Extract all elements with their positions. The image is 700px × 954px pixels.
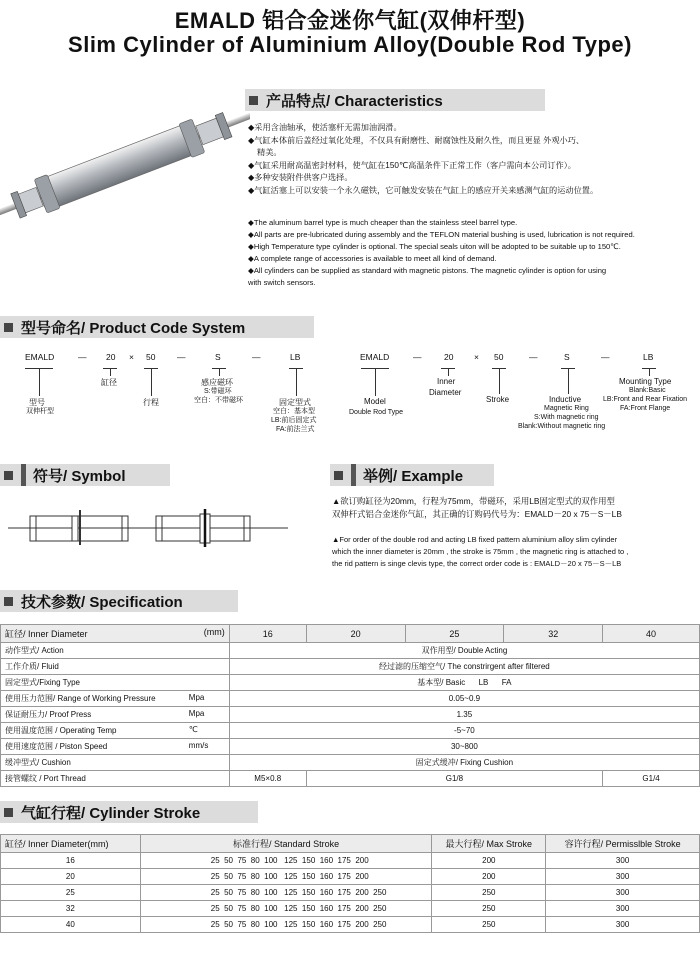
section-marker-icon (4, 471, 13, 480)
table-row: 32 25 50 75 80 100 125 150 160 175 200 250 250 300 (1, 901, 700, 917)
specification-table (0, 624, 700, 787)
section-marker-icon (4, 808, 13, 817)
section-marker-icon (4, 323, 13, 332)
section-marker-icon (249, 96, 258, 105)
stroke-heading: 气缸行程/ Cylinder Stroke (0, 801, 258, 823)
cylinder-symbol-icon (0, 505, 300, 555)
table-row: 动作型式/ Action 双作用型/ Double Acting (1, 643, 700, 659)
example-cn: ▲欲订购缸径为20mm，行程为75mm，带磁环，采用LB固定型式的双作用型 双伸杆式铝合金迷你气缸，其正确的订购码代号为：EMALD－20 x 75－S－LB (332, 496, 622, 519)
specification-heading: 技术参数/ Specification (0, 590, 238, 612)
cylinder-image (0, 90, 250, 240)
table-row: 40 25 50 75 80 100 125 150 160 175 200 250 250 300 (1, 917, 700, 933)
symbol-heading: 符号/ Symbol (0, 464, 170, 486)
table-row: 缸径/ Inner Diameter(mm) 标准行程/ Standard Stroke 最大行程/ Max Stroke 容许行程/ Permisslble Stroke (1, 835, 700, 853)
characteristics-cn: ◆采用含油轴承，使活塞杆无需加油润滑。 ◆气缸本体前后盖经过氧化处理，不仅具有耐磨性、耐腐蚀性及耐久性，而且更显 外观小巧、 精美。 ◆气缸采用耐高温密封材料，使气缸在150℃高温条件下正常工作（客户需向本公司订作）。 ◆多种安装附件供客户选择。 ◆气缸活塞上可以安装一个永久磁铁，它可触发安装在气缸上的感应开关来感测气缸的运动位置。 (248, 123, 599, 195)
example-en: ▲For order of the double rod and acting LB fixed pattern aluminium alloy slim cylinder which the inner diameter is 20mm , the stroke is 75mm , the magnetic ring is attached to , the rid pattern is singe clevis type, the correct order code is : EMALD－20 x 75－S－LB (332, 535, 629, 568)
table-row: 保证耐压力/ Proof Press Mpa 1.35 (1, 707, 700, 723)
section-marker-icon (4, 597, 13, 606)
section-marker-icon (334, 471, 343, 480)
stroke-table (0, 834, 700, 933)
table-row: 使用温度范围 / Operating Temp ℃ -5~70 (1, 723, 700, 739)
example-heading: 举例/ Example (330, 464, 494, 486)
table-row: 固定型式/Fixing Type 基本型/ Basic LB FA (1, 675, 700, 691)
title-cn: EMALD 铝合金迷你气缸(双伸杆型) (174, 8, 526, 33)
table-row: 缸径/ Inner Diameter (mm) 16 20 25 32 40 (1, 625, 700, 643)
table-row: 25 25 50 75 80 100 125 150 160 175 200 250 250 300 (1, 885, 700, 901)
product-code-heading: 型号命名/ Product Code System (0, 316, 314, 338)
table-row: 使用压力范围/ Range of Working Pressure Mpa 0.05~0.9 (1, 691, 700, 707)
table-row: 接管螺纹 / Port Thread M5×0.8 G1/8 G1/4 (1, 771, 700, 787)
characteristics-heading: 产品特点/ Characteristics (245, 89, 545, 111)
table-row: 缓冲型式/ Cushion 固定式缓冲/ Fixing Cushion (1, 755, 700, 771)
table-row: 16 25 50 75 80 100 125 150 160 175 200 200 300 (1, 853, 700, 869)
characteristics-en: ◆The aluminum barrel type is much cheaper than the stainless steel barrel type. ◆All parts are pre-lubricated during assembly and the TEFLON material bushing is used, lubrication is not required. ◆High Temperature type cylinder is optional. The special seals uiton will be adopted to be suitable up to 150℃. ◆A complete range of accessories is available to meet all kind of demand. ◆All cylinders can be supplied as standard with magnetic pistons. The magnetic cylinder is option for using with switch sensors. (248, 218, 635, 287)
title-en: Slim Cylinder of Aluminium Alloy(Double Rod Type) (68, 32, 632, 57)
table-row: 工作介质/ Fluid 经过滤的压缩空气/ The constrirgent after filtered (1, 659, 700, 675)
table-row: 使用速度范围 / Piston Speed mm/s 30~800 (1, 739, 700, 755)
table-row: 20 25 50 75 80 100 125 150 160 175 200 200 300 (1, 869, 700, 885)
